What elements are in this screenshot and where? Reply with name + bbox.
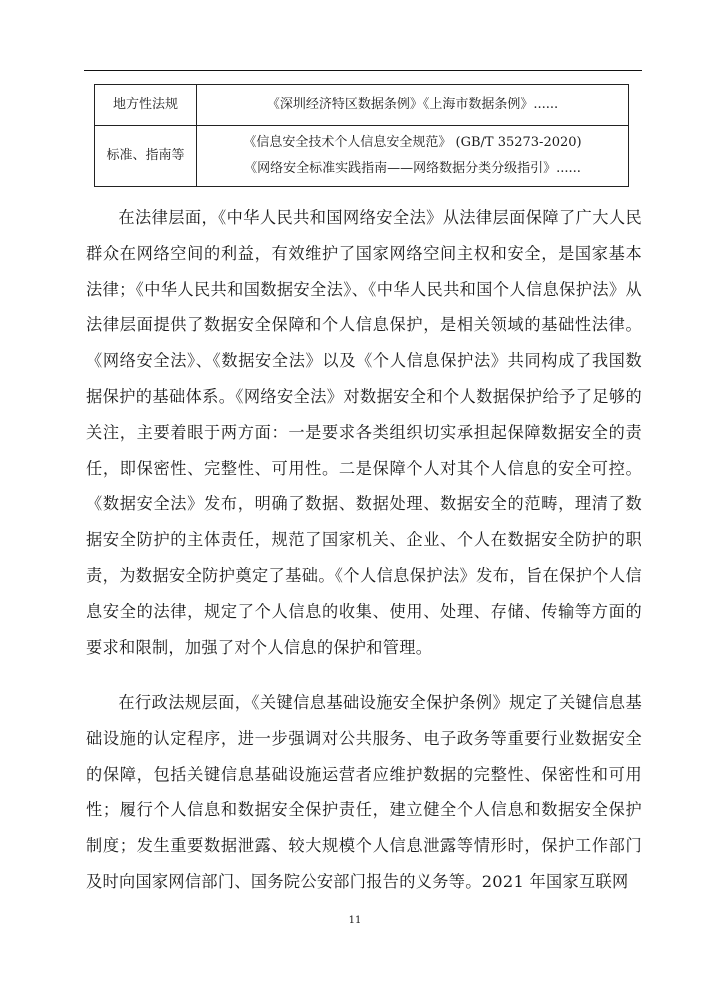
table-content-cell — [197, 126, 629, 187]
table-row — [95, 126, 629, 187]
table-category-cell: 地方性法规 — [95, 85, 197, 126]
table-category-cell: 标准、指南等 — [95, 126, 197, 187]
table-content-line: 《深圳经济特区数据条例》《上海市数据条例》...... — [266, 97, 559, 112]
table-content-line: 《网络安全标准实践指南——网络数据分类分级指引》...... — [244, 161, 581, 176]
table-row — [95, 85, 629, 126]
law-regulation-table — [94, 84, 629, 187]
body-paragraph-administrative-level: 在行政法规层面，《关键信息基础设施安全保护条例》规定了关键信息基础设施的认定程序，进一步强调对公共服务、电子政务等重要行业数据安全的保障，包括关键信息基础设施运营者应维护数据的完整性、保密性和可用性；履行个人信息和数据安全保护责任，建立健全个人信息和数据安全保护制度；发生重要数据泄露、较大规模个人信息泄露等情形时，保护工作部门及时向国家网信部门、国务院公安部门报告的义务等。2021 年国家互联网 — [86, 693, 642, 891]
header-rule — [84, 70, 642, 71]
table-content-line: 《信息安全技术个人信息安全规范》 (GB/T 35273-2020) — [243, 135, 582, 150]
page-number: 11 — [348, 915, 362, 926]
body-paragraph-legal-level: 在法律层面，《中华人民共和国网络安全法》从法律层面保障了广大人民群众在网络空间的利益，有效维护了国家网络空间主权和安全，是国家基本法律；《中华人民共和国数据安全法》、《中华人民共和国个人信息保护法》从法律层面提供了数据安全保障和个人信息保护，是相关领域的基础性法律。《网络安全法》、《数据安全法》以及《个人信息保护法》共同构成了我国数据保护的基础体系。《网络安全法》对数据安全和个人数据保护给予了足够的关注，主要着眼于两方面：一是要求各类组织切实承担起保障数据安全的责任，即保密性、完整性、可用性。二是保障个人对其个人信息的安全可控。《数据安全法》发布，明确了数据、数据处理、数据安全的范畴，理清了数据安全防护的主体责任，规范了国家机关、企业、个人在数据安全防护的职责，为数据安全防护奠定了基础。《个人信息保护法》发布，旨在保护个人信息安全的法律，规定了个人信息的收集、使用、处理、存储、传输等方面的要求和限制，加强了对个人信息的保护和管理。 — [86, 208, 642, 657]
table-content-cell — [197, 85, 629, 126]
